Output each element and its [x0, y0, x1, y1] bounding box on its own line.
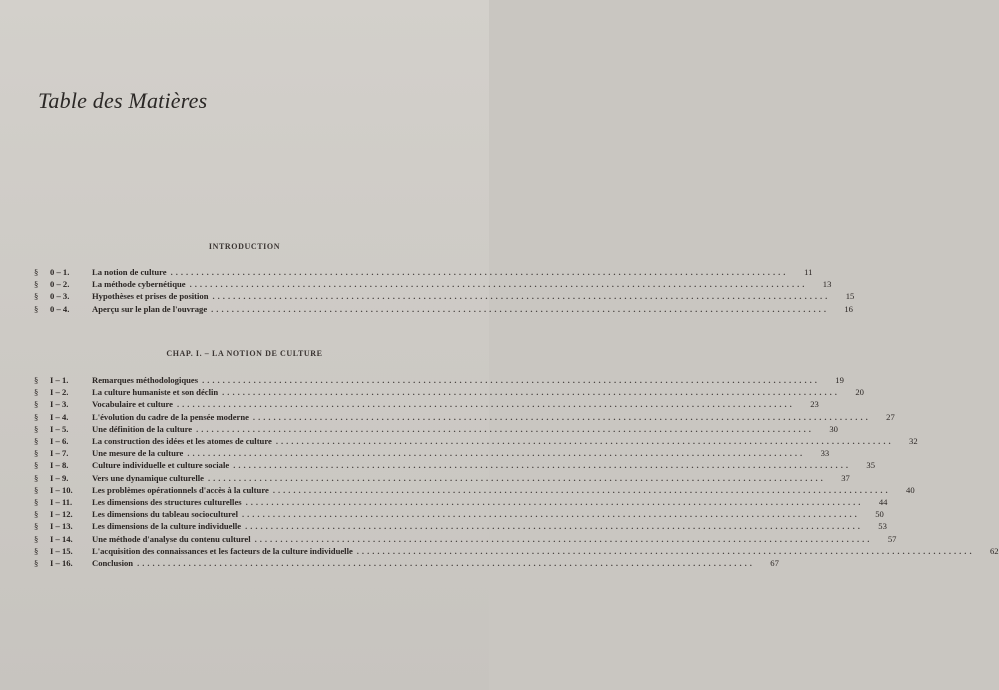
- toc-entry: [34, 520, 887, 532]
- entry-title: Une définition de la culture: [92, 423, 193, 434]
- section-heading-introduction: INTRODUCTION: [208, 242, 281, 251]
- dot-leader: ........................................................................................................................: [241, 509, 860, 520]
- dot-leader: ........................................................................................................................: [177, 399, 795, 410]
- section-symbol: §: [34, 303, 39, 314]
- section-symbol: §: [34, 484, 39, 495]
- toc-entry: [34, 472, 850, 484]
- entry-number: I – 4.: [50, 411, 69, 422]
- toc-entry: [34, 398, 819, 410]
- entry-title: Conclusion: [92, 557, 134, 568]
- toc-entry: [34, 508, 884, 520]
- dot-leader: ........................................................................................................................: [187, 448, 806, 459]
- section-symbol: §: [34, 509, 39, 520]
- page-number: 44: [878, 496, 888, 507]
- entry-title: La méthode cybernétique: [92, 279, 186, 290]
- page-number: 32: [909, 436, 918, 447]
- entry-number: 0 – 2.: [50, 279, 70, 290]
- page-number: 23: [810, 399, 819, 410]
- entry-title: Hypothèses et prises de position: [92, 291, 209, 302]
- dot-leader: ........................................................................................................................: [211, 303, 829, 314]
- section-symbol: §: [34, 267, 39, 278]
- entry-title: Les problèmes opérationnels d'accès à la culture: [92, 484, 269, 495]
- dot-leader: ........................................................................................................................: [275, 436, 894, 447]
- page-number: 11: [804, 267, 813, 278]
- toc-entry: [34, 278, 832, 290]
- toc-entry: [34, 266, 813, 278]
- entry-title: Vers une dynamique culturelle: [92, 472, 204, 483]
- entry-number: I – 9.: [50, 472, 69, 483]
- entry-title: Les dimensions des structures culturelles: [92, 496, 242, 507]
- dot-leader: ........................................................................................................................: [137, 557, 755, 568]
- entry-title: Les dimensions de la culture individuelle: [92, 521, 242, 532]
- dot-leader: ........................................................................................................................: [356, 545, 975, 556]
- page-number: 20: [855, 387, 864, 398]
- entry-title: Culture individuelle et culture sociale: [92, 460, 230, 471]
- toc-entry: [34, 459, 875, 471]
- page-number: 27: [886, 411, 895, 422]
- entry-number: I – 6.: [50, 436, 69, 447]
- page-number: 13: [822, 279, 832, 290]
- page-number: 33: [820, 448, 830, 459]
- entry-title: La construction des idées et les atomes de culture: [92, 436, 272, 447]
- section-symbol: §: [34, 521, 39, 532]
- toc-list-chapter-1: [34, 374, 999, 569]
- section-symbol: §: [34, 460, 39, 471]
- toc-entry: [34, 374, 844, 386]
- page-title: Table des Matières: [38, 88, 208, 113]
- dot-leader: ........................................................................................................................: [245, 496, 864, 507]
- dot-leader: ........................................................................................................................: [202, 375, 820, 386]
- toc-entry: [34, 303, 853, 315]
- dot-leader: ........................................................................................................................: [196, 423, 814, 434]
- page-number: 15: [845, 291, 855, 302]
- dot-leader: ........................................................................................................................: [272, 484, 891, 495]
- page-number: 19: [835, 375, 844, 386]
- entry-title: Remarques méthodologiques: [92, 375, 199, 386]
- section-symbol: §: [34, 279, 39, 290]
- page-number: 40: [906, 484, 915, 495]
- entry-title: Les dimensions du tableau socioculturel: [92, 509, 238, 520]
- section-symbol: §: [34, 448, 39, 459]
- dot-leader: ........................................................................................................................: [233, 460, 851, 471]
- entry-number: I – 13.: [50, 521, 73, 532]
- section-symbol: §: [34, 436, 39, 447]
- entry-number: I – 11.: [50, 496, 73, 507]
- toc-entry: [34, 532, 897, 544]
- entry-number: I – 8.: [50, 460, 69, 471]
- section-symbol: §: [34, 533, 39, 544]
- page-number: 16: [844, 303, 853, 314]
- section-symbol: §: [34, 411, 39, 422]
- entry-number: I – 7.: [50, 448, 69, 459]
- dot-leader: ........................................................................................................................: [245, 521, 863, 532]
- section-symbol: §: [34, 387, 39, 398]
- entry-number: I – 3.: [50, 399, 69, 410]
- page-number: 30: [829, 423, 838, 434]
- dot-leader: ........................................................................................................................: [254, 533, 873, 544]
- entry-title: Vocabulaire et culture: [92, 399, 173, 410]
- toc-entry: [34, 411, 895, 423]
- dot-leader: ........................................................................................................................: [207, 472, 826, 483]
- toc-entry: [34, 447, 830, 459]
- section-symbol: §: [34, 557, 39, 568]
- section-symbol: §: [34, 423, 39, 434]
- page-number: 57: [887, 533, 897, 544]
- toc-entry: [34, 545, 999, 557]
- entry-title: Aperçu sur le plan de l'ouvrage: [92, 303, 208, 314]
- section-symbol: §: [34, 375, 39, 386]
- dot-leader: ........................................................................................................................: [252, 411, 871, 422]
- page-number: 50: [875, 509, 884, 520]
- toc-entry: [34, 484, 915, 496]
- dot-leader: ........................................................................................................................: [212, 291, 831, 302]
- section-symbol: §: [34, 472, 39, 483]
- entry-number: I – 10.: [50, 484, 73, 495]
- toc-entry: [34, 290, 855, 302]
- entry-number: I – 12.: [50, 509, 73, 520]
- page-number: 53: [878, 521, 887, 532]
- toc-entry: [34, 423, 838, 435]
- dot-leader: ........................................................................................................................: [189, 279, 808, 290]
- entry-number: I – 15.: [50, 545, 73, 556]
- toc-entry: [34, 386, 864, 398]
- section-symbol: §: [34, 545, 39, 556]
- dot-leader: ........................................................................................................................: [170, 267, 789, 278]
- entry-number: I – 14.: [50, 533, 73, 544]
- page-number: 37: [841, 472, 850, 483]
- page-number: 35: [866, 460, 875, 471]
- entry-number: I – 1.: [50, 375, 69, 386]
- toc-list-introduction: [34, 266, 855, 315]
- section-heading-chapter-1: CHAP. I. – LA NOTION DE CULTURE: [166, 349, 323, 358]
- entry-title: L'évolution du cadre de la pensée moderne: [92, 411, 249, 422]
- entry-title: Une méthode d'analyse du contenu culturel: [92, 533, 251, 544]
- entry-number: 0 – 4.: [50, 303, 70, 314]
- entry-number: I – 5.: [50, 423, 69, 434]
- section-symbol: §: [34, 399, 39, 410]
- entry-number: I – 16.: [50, 557, 73, 568]
- toc-entry: [34, 496, 888, 508]
- section-symbol: §: [34, 291, 39, 302]
- page-number: 67: [770, 557, 779, 568]
- toc-entry: [34, 557, 779, 569]
- entry-title: L'acquisition des connaissances et les facteurs de la culture individuelle: [92, 545, 353, 556]
- section-symbol: §: [34, 496, 39, 507]
- page-number: 62: [990, 545, 999, 556]
- entry-title: Une mesure de la culture: [92, 448, 184, 459]
- entry-title: La notion de culture: [92, 267, 167, 278]
- toc-entry: [34, 435, 918, 447]
- entry-number: I – 2.: [50, 387, 69, 398]
- entry-number: 0 – 3.: [50, 291, 70, 302]
- entry-title: La culture humaniste et son déclin: [92, 387, 219, 398]
- entry-number: 0 – 1.: [50, 267, 70, 278]
- dot-leader: ........................................................................................................................: [222, 387, 840, 398]
